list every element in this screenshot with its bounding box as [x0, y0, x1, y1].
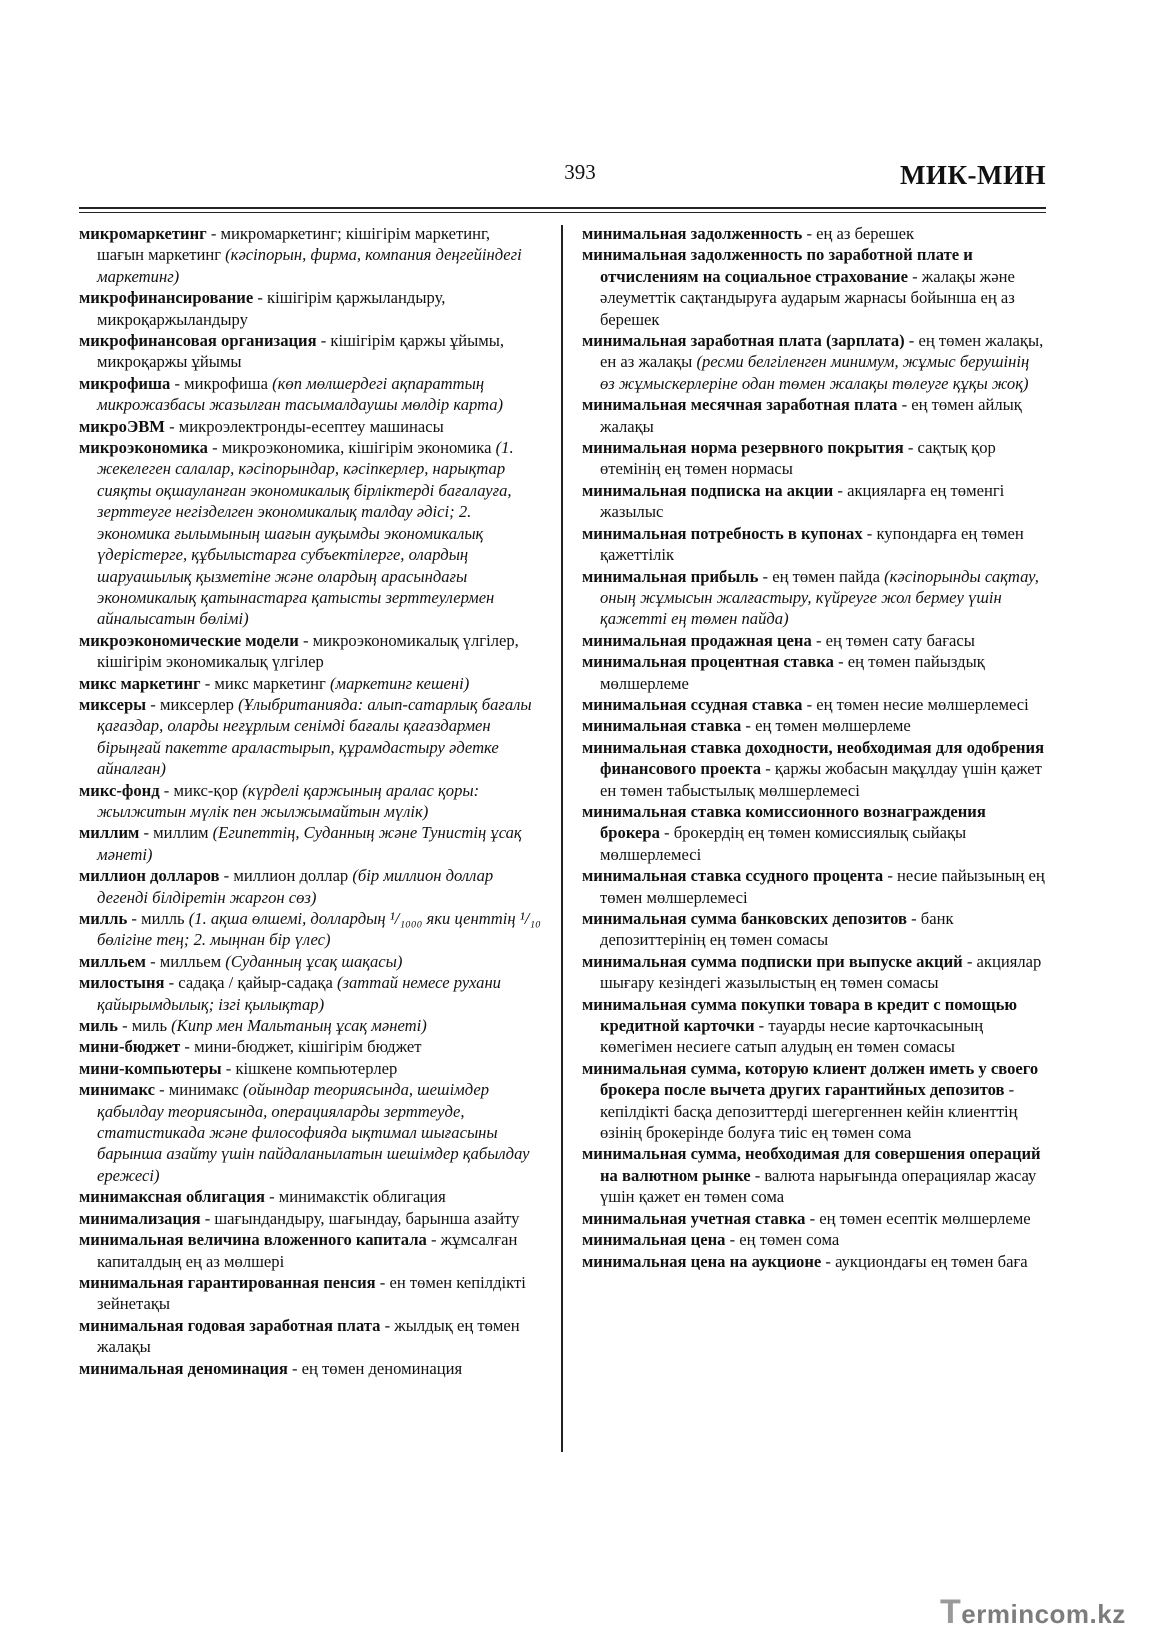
entry-term: микроэкономика	[79, 438, 208, 458]
entry-definition: - ең төмен пайыздық мөлшерлеме	[600, 652, 985, 693]
dictionary-entry	[79, 287, 541, 330]
entry-definition: - садақа / қайыр-садақа	[164, 973, 337, 993]
entry-definition: - брокердің ең төмен комиссиялық сыйақы мөлшерлемесі	[600, 823, 967, 864]
entry-term: минимальная ставка комиссионного вознаграждения брокера	[582, 801, 986, 843]
dictionary-entry	[582, 1058, 1048, 1144]
dictionary-entry	[582, 651, 1048, 694]
entry-term: минимальная сумма подписки при выпуске акций	[582, 951, 963, 971]
entry-definition: - банк депозиттерінің ең төмен сомасы	[600, 909, 954, 950]
entry-definition: - микрофиша	[170, 373, 273, 393]
entry-definition: - акциялар шығару кезіндегі жазылыстың ең төмен сомасы	[600, 951, 1042, 993]
entry-definition: - ең төмен несие мөлшерлемесі	[802, 694, 1029, 714]
entry-note: (көп мөлшердегі ақпараттың микрожазбасы жазылған тасымалдаушы мөлдір карта)	[97, 373, 504, 415]
entry-definition: - ең төмен мөлшерлеме	[741, 716, 911, 736]
entry-definition: - несие пайызының ең төмен мөлшерлемесі	[600, 866, 1045, 907]
entry-term: минимальная норма резервного покрытия	[582, 438, 904, 458]
dictionary-entry	[582, 630, 1048, 651]
entry-definition: - жалақы және әлеуметтік сақтандыруға аударым жарнасы бойынша ең аз берешек	[600, 266, 1015, 329]
entry-definition: - жылдық ең төмен жалақы	[97, 1315, 520, 1357]
entry-definition: - минимакс	[154, 1080, 243, 1100]
entry-definition: - кішігірім қаржыландыру, микроқаржыландыру	[97, 288, 446, 329]
dictionary-entry	[582, 715, 1048, 736]
dictionary-entry	[582, 1208, 1048, 1229]
entry-term: минимальная продажная цена	[582, 630, 812, 650]
dictionary-entry	[79, 1358, 541, 1379]
entry-definition: - микс маркетинг	[200, 673, 330, 693]
entry-definition: - валюта нарығында операциялар жасау үшін қажет ен төмен сома	[600, 1165, 1037, 1207]
dictionary-entry	[79, 1058, 541, 1079]
dictionary-entry	[79, 780, 541, 823]
entry-term: миль	[79, 1016, 118, 1036]
entry-note: (1. ақша өлшемі, доллардың ¹/₁₀₀₀ яки центтің ¹/₁₀ бөлігіне тең; 2. мыңнан бір үлес)	[97, 909, 541, 950]
entry-definition: - милль	[127, 909, 189, 928]
entry-term: минимальная цена на аукционе	[582, 1251, 822, 1271]
entry-term: минимализация	[79, 1208, 201, 1228]
dictionary-entry	[79, 416, 541, 437]
dictionary-entry	[79, 822, 541, 865]
dictionary-entry	[582, 801, 1048, 865]
entry-term: минимальная подписка на акции	[582, 480, 834, 500]
entry-term: микс маркетинг	[79, 673, 201, 693]
running-head: МИК-МИН	[899, 160, 1046, 190]
dictionary-entry	[582, 908, 1048, 951]
dictionary-entry	[582, 737, 1048, 801]
dictionary-entry	[582, 244, 1048, 330]
dictionary-entry	[79, 694, 541, 780]
dictionary-entry	[582, 437, 1048, 480]
entry-term: миллим	[79, 823, 140, 843]
entry-definition: - мини-бюджет, кішігірім бюджет	[180, 1037, 422, 1057]
entry-definition: - ең төмен жалақы, ен аз жалақы	[600, 331, 1044, 372]
dictionary-entry	[79, 1015, 541, 1036]
entry-note: (Кипр мен Мальтаның ұсақ мәнеті)	[171, 1016, 427, 1036]
watermark-logo[interactable]	[940, 1593, 1126, 1632]
entry-note: (кәсіпорынды сақтау, оның жұмысын жалғастыру, күйреуге жол бермеу үшін қажетті ең төмен пайда)	[600, 566, 1039, 629]
entry-definition: - микроэкономика, кішігірім экономика	[207, 438, 496, 458]
entry-term: минимальная прибыль	[582, 566, 759, 586]
dictionary-entry	[79, 1229, 541, 1272]
entry-definition: - купондарға ең төмен қажеттілік	[600, 523, 1024, 565]
entry-term: минимальная цена	[582, 1230, 726, 1250]
entry-definition: - жұмсалған капиталдың ең аз мөлшері	[97, 1230, 518, 1271]
entry-term: минимальная задолженность по заработной плате и отчислениям на социальное страхование	[582, 245, 973, 286]
entry-definition: - микс-қор	[159, 780, 243, 800]
dictionary-entry	[79, 1315, 541, 1358]
entry-definition: - шағындандыру, шағындау, барынша азайту	[200, 1208, 520, 1228]
dictionary-entry	[79, 1208, 541, 1229]
entry-definition: - миксерлер	[146, 694, 239, 714]
entry-term: мини-бюджет	[79, 1037, 181, 1057]
dictionary-entry	[79, 908, 541, 951]
dictionary-entry	[582, 951, 1048, 994]
entry-term: минимальная гарантированная пенсия	[79, 1272, 376, 1292]
entry-term: минимальная сумма, необходимая для совершения операций на валютном рынке	[582, 1144, 1041, 1185]
entry-term: минимальная годовая заработная плата	[79, 1315, 381, 1335]
dictionary-entry	[79, 630, 541, 673]
entry-definition: - ең төмен пайда	[758, 566, 885, 586]
entry-definition: - ең аз берешек	[802, 224, 915, 243]
entry-note: (Ұлыбританияда: алып-сатарлық бағалы қағаздар, оларды неғұрлым сенімді бағалы қағаздармен бірыңғай пакетте араластырып, құрамдастыру әдетке айналған)	[97, 694, 532, 779]
header-rule-thin	[79, 212, 1046, 213]
dictionary-entry	[582, 330, 1048, 394]
entry-definition: - қаржы жобасын мақұлдау үшін қажет ен төмен табыстылық мөлшерлемесі	[600, 759, 1042, 800]
entry-note: (Египеттің, Суданның және Тунистің ұсақ мәнеті)	[97, 823, 522, 864]
dictionary-entry	[79, 223, 541, 287]
entry-note: (күрделі қаржының аралас қоры: жылжитын мүлік пен жылжымайтын мүлік)	[97, 780, 480, 821]
entry-note: (1. жекелеген салалар, кәсіпорындар, кәсіпкерлер, нарықтар сияқты оқшауланған экономикалық бірліктерді бағалауға, зерттеуге негізделген экономикалық талдау әдісі; 2. экономика ғылымының шағын ауқымды экономикалық үдерістерге, құбылыстарға субъектілерге, олардың шаруашылық қызметіне және олардың арасындағы экономикалық қатынастарға қатысты зерттеулермен айналысатын бөлімі)	[97, 438, 514, 629]
entry-term: милль	[79, 909, 128, 928]
dictionary-entry	[582, 694, 1048, 715]
entry-definition: - ең төмен сату бағасы	[811, 630, 975, 650]
dictionary-entry	[79, 865, 541, 908]
dictionary-entry	[79, 1079, 541, 1186]
entry-definition: - микроэкономикалық үлгілер, кішігірім экономикалық үлгілер	[97, 630, 519, 672]
entry-term: микроэкономические модели	[79, 630, 299, 650]
entry-term: микрофинансовая организация	[79, 331, 317, 351]
entry-term: милльем	[79, 951, 146, 971]
entry-term: минимальная ставка ссудного процента	[582, 866, 884, 886]
dictionary-entry	[79, 951, 541, 972]
entry-definition: - тауарды несие карточкасының көмегімен несиеге сатып алудың ен төмен сомасы	[600, 1016, 984, 1057]
entry-term: мини-компьютеры	[79, 1058, 222, 1078]
entry-definition: - ең төмен есептік мөлшерлеме	[805, 1208, 1031, 1228]
entry-definition: - ең төмен деноминация	[287, 1358, 463, 1378]
watermark-text: ermincom.kz	[961, 1599, 1126, 1629]
dictionary-entry	[79, 673, 541, 694]
entry-term: микромаркетинг	[79, 224, 207, 243]
entry-definition: - миллион доллар	[219, 866, 353, 886]
entry-term: минимальная сумма банковских депозитов	[582, 909, 907, 928]
dictionary-entry	[582, 480, 1048, 523]
entry-term: минимаксная облигация	[79, 1187, 265, 1207]
dictionary-entry	[582, 566, 1048, 630]
dictionary-entry	[582, 1143, 1048, 1207]
dictionary-entry	[79, 437, 541, 630]
entry-term: минимальная заработная плата (зарплата)	[582, 331, 905, 351]
dictionary-entry	[582, 223, 1048, 244]
entry-note: (Суданның ұсақ шақасы)	[225, 951, 403, 971]
page-number: 393	[564, 160, 596, 184]
dictionary-entry	[582, 1251, 1048, 1272]
entry-term: минимальная сумма, которую клиент должен иметь у своего брокера после вычета других гарантийных депозитов	[582, 1058, 1039, 1100]
entry-definition: - ең төмен сома	[725, 1230, 840, 1250]
entry-term: минимальная процентная ставка	[582, 652, 834, 672]
entry-definition: - миль	[117, 1016, 172, 1036]
entry-definition: - микромаркетинг; кішігірім маркетинг, шағын маркетинг	[97, 224, 491, 265]
entry-definition: - акцияларға ең төменгі жазылыс	[600, 480, 1005, 522]
entry-definition: - кішігірім қаржы ұйымы, микроқаржы ұйымы	[97, 331, 505, 372]
entry-term: милостыня	[79, 973, 165, 993]
entry-term: минимальная ставка	[582, 716, 742, 736]
entry-definition: - микроэлектронды-есептеу машинасы	[164, 416, 444, 436]
entry-definition: - кішкене компьютерлер	[221, 1058, 398, 1078]
entry-term: минимальная сумма покупки товара в кредит с помощью кредитной карточки	[582, 994, 1018, 1036]
entry-note: (ресми белгіленген минимум, жұмыс берушінің өз жұмыскерлеріне одан төмен жалақы төлеуге құқы жоқ)	[600, 352, 1030, 393]
entry-term: минимальная величина вложенного капитала	[79, 1230, 427, 1250]
dictionary-entry	[79, 373, 541, 416]
entry-term: микрофинансирование	[79, 288, 254, 308]
dictionary-entry	[582, 865, 1048, 908]
left-column	[79, 223, 541, 1379]
entry-term: миксеры	[79, 694, 147, 714]
header-rule	[79, 207, 1046, 209]
entry-term: минимальная ссудная ставка	[582, 694, 803, 714]
entry-definition: - миллим	[139, 823, 213, 843]
entry-note: (ойындар теориясында, шешімдер қабылдау теориясында, операцияларды зерттеуде, статистикада және философияда ықтимал шығасыны барынша азайту үшін пайдаланылатын шешімдер қабылдау ережесі)	[97, 1080, 530, 1185]
dictionary-entry	[582, 394, 1048, 437]
entry-definition: - ең төмен айлық жалақы	[600, 395, 1022, 436]
entry-term: миллион долларов	[79, 866, 220, 886]
entry-note: (бір миллион доллар дегенді білдіретін жаргон сөз)	[97, 866, 494, 907]
dictionary-entry	[79, 972, 541, 1015]
dictionary-entry	[79, 1272, 541, 1315]
entry-term: минимальная потребность в купонах	[582, 523, 863, 543]
entry-definition: - милльем	[145, 951, 226, 971]
watermark-initial: T	[940, 1593, 962, 1631]
entry-term: минимальная ставка доходности, необходимая для одобрения финансового проекта	[582, 737, 1045, 779]
column-divider	[561, 225, 563, 1452]
entry-definition: - аукциондағы ең төмен баға	[821, 1251, 1028, 1271]
entry-term: минимальная задолженность	[582, 224, 803, 243]
entry-note: (кәсіпорын, фирма, компания деңгейіндегі маркетинг)	[97, 245, 522, 286]
entry-note: (заттай немесе рухани қайырымдылық; ізгі қылықтар)	[97, 973, 501, 1014]
entry-term: минимальная деноминация	[79, 1358, 288, 1378]
dictionary-entry	[79, 1036, 541, 1057]
right-column	[582, 223, 1048, 1272]
entry-definition: - кепілдікті басқа депозиттерді шегергеннен кейін клиенттің өзінің брокерінде болуға тиіс ең төмен сома	[600, 1080, 1018, 1143]
dictionary-entry	[582, 994, 1048, 1058]
entry-note: (маркетинг кешені)	[329, 673, 470, 693]
dictionary-entry	[582, 523, 1048, 566]
entry-definition: - сақтық қор өтемінің ең төмен нормасы	[600, 438, 996, 479]
entry-term: минимальная месячная заработная плата	[582, 395, 898, 415]
dictionary-entry	[582, 1229, 1048, 1250]
entry-definition: - ен төмен кепілдікті зейнетақы	[97, 1272, 526, 1314]
entry-term: микрофиша	[79, 373, 171, 393]
entry-term: микс-фонд	[79, 780, 160, 800]
entry-term: микроЭВМ	[79, 416, 165, 436]
dictionary-entry	[79, 330, 541, 373]
entry-term: минимакс	[79, 1080, 155, 1100]
dictionary-entry	[79, 1186, 541, 1207]
entry-term: минимальная учетная ставка	[582, 1208, 806, 1228]
entry-definition: - минимакстік облигация	[264, 1187, 446, 1207]
